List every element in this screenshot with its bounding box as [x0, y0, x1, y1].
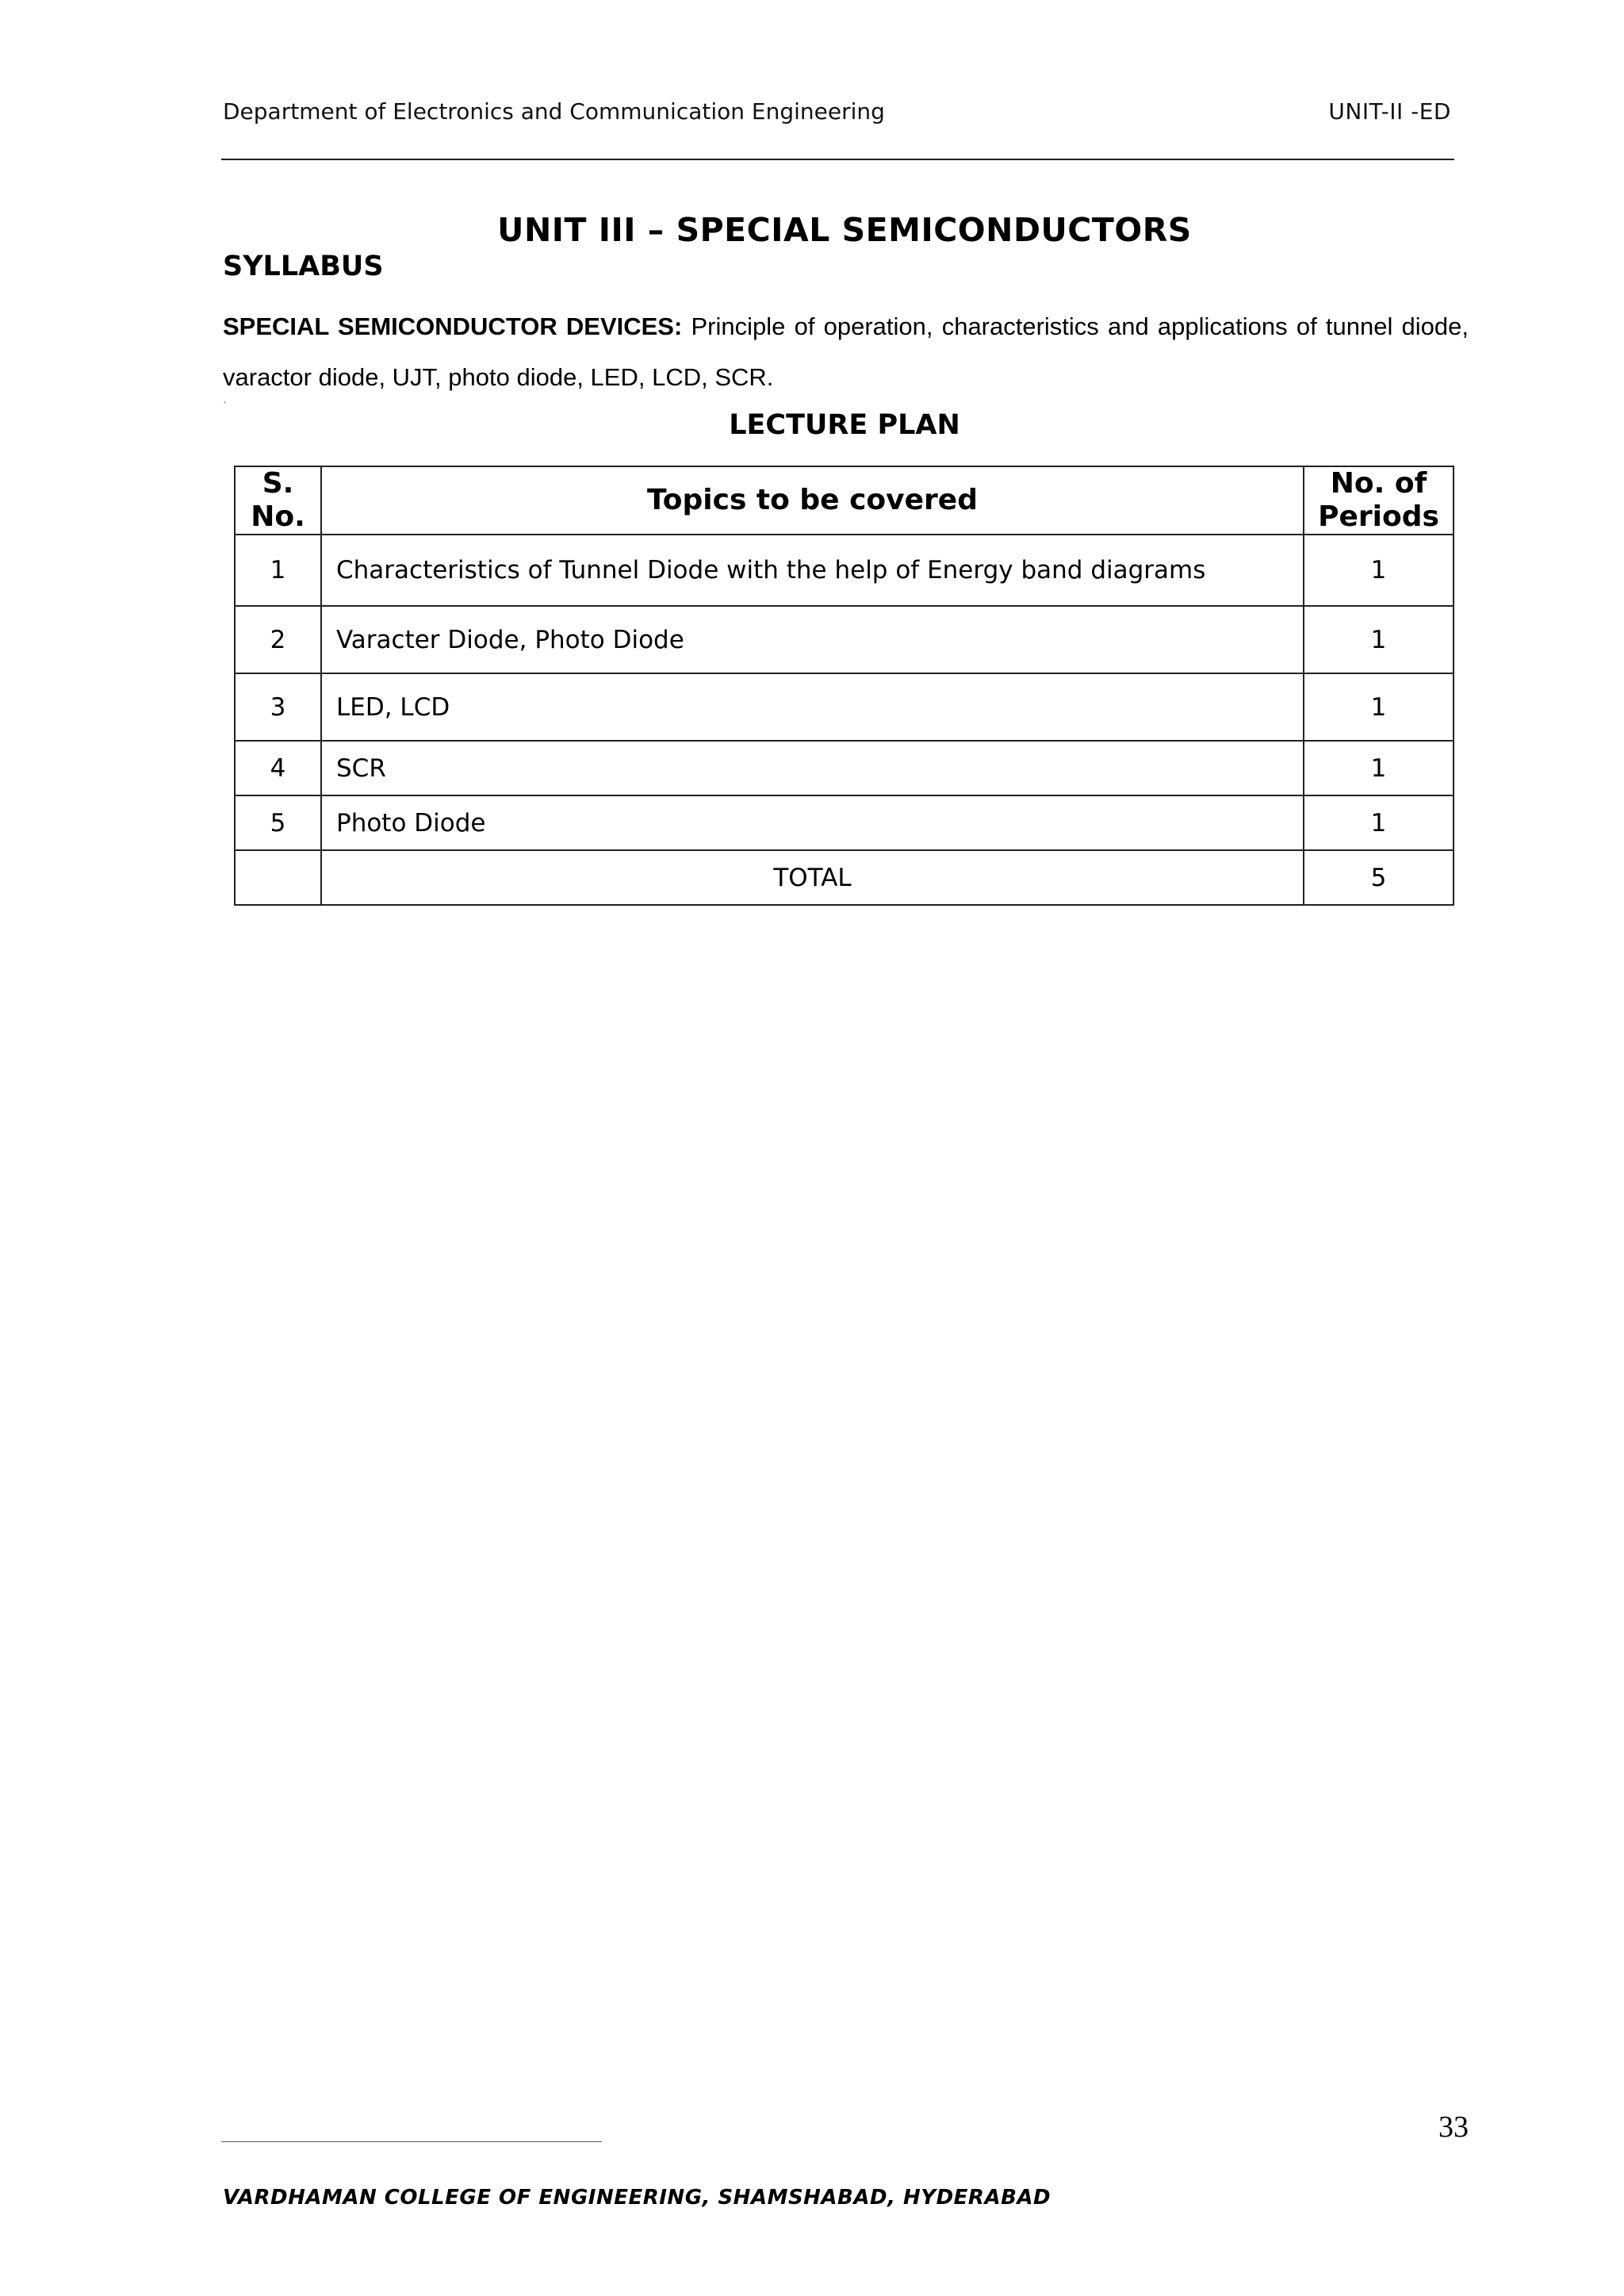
- table-row: [235, 535, 1454, 606]
- syllabus-lead: SPECIAL SEMICONDUCTOR DEVICES:: [223, 312, 683, 340]
- cell-topic: SCR: [321, 741, 1304, 795]
- syllabus-text: [223, 301, 1469, 403]
- cell-sno: 4: [235, 741, 321, 795]
- cell-periods: 1: [1304, 741, 1454, 795]
- table-total-row: [235, 850, 1454, 905]
- cell-total-value: 5: [1304, 850, 1454, 905]
- table-row: [235, 795, 1454, 850]
- header-unit-code: UNIT-II -ED: [1328, 98, 1451, 125]
- stray-mark: `: [223, 401, 228, 412]
- cell-periods: 1: [1304, 606, 1454, 673]
- cell-sno: 3: [235, 673, 321, 741]
- footer-divider: [221, 2141, 602, 2142]
- footer-college: VARDHAMAN COLLEGE OF ENGINEERING, SHAMSHABAD, HYDERABAD: [223, 2186, 1051, 2210]
- table-row: [235, 741, 1454, 795]
- header-department: Department of Electronics and Communication Engineering: [223, 98, 885, 125]
- cell-topic: Characteristics of Tunnel Diode with the help of Energy band diagrams: [321, 535, 1304, 606]
- cell-periods: 1: [1304, 795, 1454, 850]
- cell-periods: 1: [1304, 535, 1454, 606]
- header-divider: [221, 159, 1454, 160]
- cell-topic: Varacter Diode, Photo Diode: [321, 606, 1304, 673]
- lecture-plan-title: LECTURE PLAN: [729, 409, 960, 441]
- cell-sno: 2: [235, 606, 321, 673]
- col-header-topics: Topics to be covered: [321, 466, 1304, 535]
- cell-topic: LED, LCD: [321, 673, 1304, 741]
- syllabus-body: Principle of operation, characteristics and applications of tunnel diode, varactor diode, UJT, photo diode, LED, LCD, SCR.: [223, 312, 1469, 391]
- page-number: 33: [1438, 2110, 1469, 2144]
- cell-sno: 1: [235, 535, 321, 606]
- col-header-sno: S. No.: [235, 466, 321, 535]
- table-header-row: [235, 466, 1454, 535]
- cell-periods: 1: [1304, 673, 1454, 741]
- cell-empty: [235, 850, 321, 905]
- table-row: [235, 673, 1454, 741]
- syllabus-heading: SYLLABUS: [223, 251, 384, 282]
- table-row: [235, 606, 1454, 673]
- cell-sno: 5: [235, 795, 321, 850]
- cell-total-label: TOTAL: [321, 850, 1304, 905]
- cell-topic: Photo Diode: [321, 795, 1304, 850]
- lecture-plan-table: [234, 466, 1454, 906]
- unit-title: UNIT III – SPECIAL SEMICONDUCTORS: [497, 211, 1192, 249]
- col-header-periods: No. of Periods: [1304, 466, 1454, 535]
